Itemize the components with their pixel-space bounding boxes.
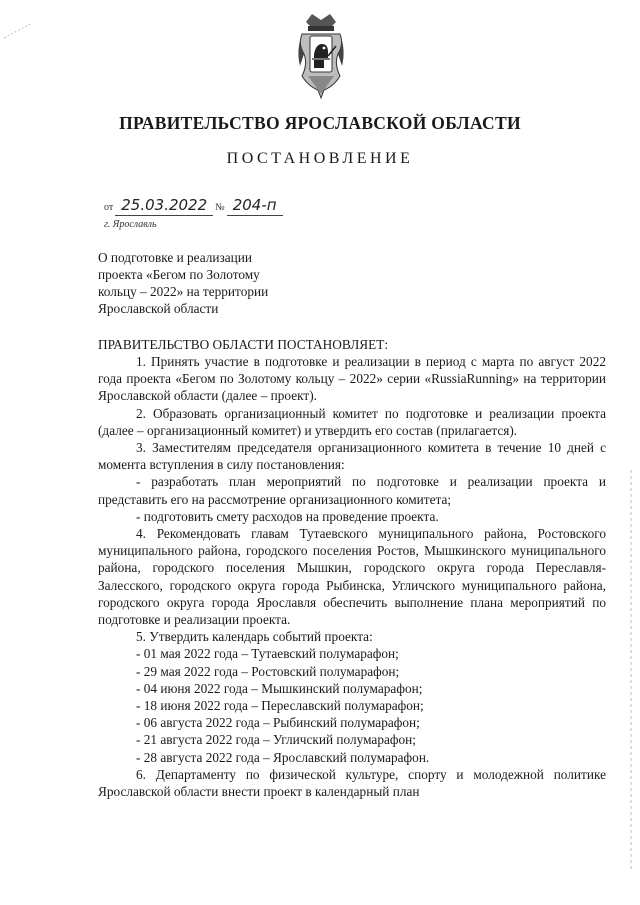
paragraph-2: 2. Образовать организационный комитет по подготовке и реализации проекта (далее – организационный комитет) и утвердить его состав (прилагается). (98, 405, 606, 438)
date-prefix: от (104, 202, 114, 213)
calendar-item: - 29 мая 2022 года – Ростовский полумарафон; (136, 663, 400, 679)
event-calendar (98, 645, 606, 765)
calendar-item: - 06 августа 2022 года – Рыбинский полумарафон; (136, 715, 420, 731)
scan-artifact (0, 0, 40, 40)
date-handwritten: 25.03.2022 (115, 196, 213, 216)
paragraph-3-item-plan: - разработать план мероприятий по подготовке и реализации проекта и представить его на рассмотрение организационного комитета; (98, 474, 606, 507)
paragraph-4: 4. Рекомендовать главам Тутаевского муниципального района, Ростовского муниципального района, городского поселения Ростов, Мышкинского муниципального района, городского поселения Мышкин, городского округа города Переславля-Залесского, городского округа города Рыбинска, Угличского муниципального района, городского округа города Ярославля обеспечить выполнение плана мероприятий по подготовке и реализации проекта. (98, 526, 606, 628)
preamble: ПРАВИТЕЛЬСТВО ОБЛАСТИ ПОСТАНОВЛЯЕТ: (98, 337, 389, 352)
calendar-item: - 18 июня 2022 года – Переславский полумарафон; (136, 698, 424, 714)
calendar-item: - 04 июня 2022 года – Мышкинский полумарафон; (136, 680, 423, 696)
calendar-item: - 21 августа 2022 года – Угличский полумарафон; (136, 732, 416, 748)
number-prefix: № (215, 202, 225, 213)
paragraph-3-item-budget: - подготовить смету расходов на проведение проекта. (136, 508, 439, 524)
subject-line: О подготовке и реализации (98, 250, 253, 265)
calendar-item: - 01 мая 2022 года – Тутаевский полумарафон; (136, 646, 399, 662)
paragraph-3: 3. Заместителям председателя организационного комитета в течение 10 дней с момента вступления в силу постановления: (98, 440, 606, 473)
paragraph-1: 1. Принять участие в подготовке и реализации в период с марта по август 2022 года проекта «Бегом по Золотому кольцу – 2022» серии «RussiaRunning» на территории Ярославской области (далее – проект). (98, 354, 606, 404)
document-type: ПОСТАНОВЛЕНИЕ (226, 150, 414, 167)
scan-edge-line (630, 470, 632, 870)
subject-line: Ярославской области (98, 301, 219, 316)
government-title: ПРАВИТЕЛЬСТВО ЯРОСЛАВСКОЙ ОБЛАСТИ (119, 113, 521, 133)
paragraph-5: 5. Утвердить календарь событий проекта: (136, 629, 373, 645)
document-meta (104, 196, 285, 230)
city: г. Ярославль (104, 219, 157, 230)
subject-line: кольцу – 2022» на территории (98, 284, 269, 299)
calendar-item: - 28 августа 2022 года – Ярославский полумарафон. (136, 749, 430, 765)
yaroslavl-coat-of-arms-emblem (290, 10, 352, 102)
document-body (98, 353, 606, 800)
document-subject (98, 249, 268, 317)
date-number-line (104, 196, 285, 216)
paragraph-6: 6. Департаменту по физической культуре, спорту и молодежной политике Ярославской области внести проект в календарный план (98, 766, 606, 800)
number-handwritten: 204-п (227, 196, 283, 216)
subject-line: проекта «Бегом по Золотому (98, 267, 260, 282)
